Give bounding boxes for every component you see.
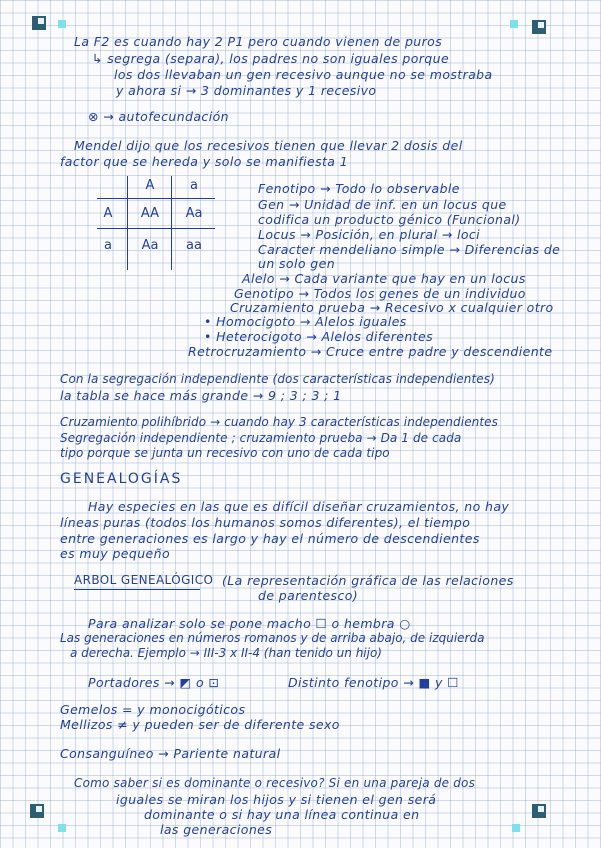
definition-line: • Heterocigoto → Alelos diferentes xyxy=(204,329,433,344)
note-line: los dos llevaban un gen recesivo aunque no se mostraba xyxy=(114,67,493,82)
section-heading-arbol: ARBOL GENEALÓGICO xyxy=(74,573,214,587)
note-line: Para analizar solo se pone macho ☐ o hembra ○ xyxy=(88,616,411,631)
note-line: Con la segregación independiente (dos características independientes) xyxy=(60,372,495,386)
note-line: de parentesco) xyxy=(258,588,359,603)
note-line: Segregación independiente ; cruzamiento prueba → Da 1 de cada xyxy=(60,431,462,445)
section-heading-genealogias: GENEALOGÍAS xyxy=(60,471,183,487)
note-line: líneas puras (todos los humanos somos diferentes), el tiempo xyxy=(60,515,471,530)
note-line: Como saber si es dominante o recesivo? Si en una pareja de dos xyxy=(74,776,476,790)
corner-marker-bottom-right xyxy=(532,804,546,818)
heading-underline xyxy=(74,589,200,590)
cyan-marker xyxy=(510,20,518,28)
note-line: ⊗ → autofecundación xyxy=(88,109,229,124)
note-line: Distinto fenotipo → ■ y ☐ xyxy=(288,675,459,690)
note-line: ↳ segrega (separa), los padres no son iguales porque xyxy=(92,51,450,66)
definition-line: un solo gen xyxy=(258,256,336,271)
punnett-cell: AA xyxy=(140,206,160,221)
note-line: iguales se miran los hijos y si tienen el gen será xyxy=(116,792,437,807)
note-line: Consanguíneo → Pariente natural xyxy=(60,746,281,761)
corner-marker-top-right xyxy=(532,20,546,34)
note-line: dominante o si hay una línea continua en xyxy=(144,807,420,822)
definition-line: Fenotipo → Todo lo observable xyxy=(258,181,460,196)
punnett-header-top: A xyxy=(145,178,155,193)
definition-line: • Homocigoto → Alelos iguales xyxy=(204,314,407,329)
punnett-header-left: A xyxy=(103,206,113,221)
note-line: Mendel dijo que los recesivos tienen que llevar 2 dosis del xyxy=(74,138,463,153)
note-line: Cruzamiento polihíbrido → cuando hay 3 características independientes xyxy=(60,415,499,429)
note-line: factor que se hereda y solo se manifiesta 1 xyxy=(60,154,349,169)
punnett-cell: aa xyxy=(186,238,202,253)
punnett-cell: Aa xyxy=(141,238,159,253)
note-line: y ahora si → 3 dominantes y 1 recesivo xyxy=(116,83,377,98)
note-line: tipo porque se junta un recesivo con uno de cada tipo xyxy=(60,446,390,460)
note-line: Portadores → ◩ o ⊡ xyxy=(88,675,220,690)
definition-line: Locus → Posición, en plural → loci xyxy=(258,227,481,242)
note-line: es muy pequeño xyxy=(60,546,170,561)
corner-marker-top-left xyxy=(32,16,46,30)
punnett-square xyxy=(97,176,215,270)
note-line: Las generaciones en números romanos y de arriba abajo, de izquierda xyxy=(60,631,485,645)
punnett-header-left: a xyxy=(104,238,112,253)
note-line: Mellizos ≠ y pueden ser de diferente sexo xyxy=(60,717,340,732)
definition-line: Retrocruzamiento → Cruce entre padre y descendiente xyxy=(188,344,553,359)
note-line: La F2 es cuando hay 2 P1 pero cuando vienen de puros xyxy=(74,34,443,49)
definition-line: Alelo → Cada variante que hay en un locus xyxy=(242,271,526,286)
definition-line: Caracter mendeliano simple → Diferencias de xyxy=(258,242,561,257)
punnett-header-top: a xyxy=(190,178,198,193)
cyan-marker xyxy=(512,824,520,832)
cyan-marker xyxy=(58,824,66,832)
definition-line: Cruzamiento prueba → Recesivo x cualquier otro xyxy=(230,300,554,315)
punnett-cell: Aa xyxy=(185,206,203,221)
definition-line: codifica un producto génico (Funcional) xyxy=(258,212,521,227)
definition-line: Genotipo → Todos los genes de un individuo xyxy=(234,286,526,301)
note-line: entre generaciones es largo y hay el número de descendientes xyxy=(60,531,480,546)
definition-line: Gen → Unidad de inf. en un locus que xyxy=(258,197,507,212)
note-line: las generaciones xyxy=(160,822,273,837)
note-line: a derecha. Ejemplo → III-3 x II-4 (han tenido un hijo) xyxy=(70,646,382,660)
note-line: la tabla se hace más grande → 9 ; 3 ; 3 ; 1 xyxy=(60,388,342,403)
note-line: Hay especies en las que es difícil diseñar cruzamientos, no hay xyxy=(88,499,510,514)
corner-marker-bottom-left xyxy=(30,804,44,818)
note-line: (La representación gráfica de las relaciones xyxy=(222,573,514,588)
note-line: Gemelos = y monocigóticos xyxy=(60,702,246,717)
cyan-marker xyxy=(58,20,66,28)
